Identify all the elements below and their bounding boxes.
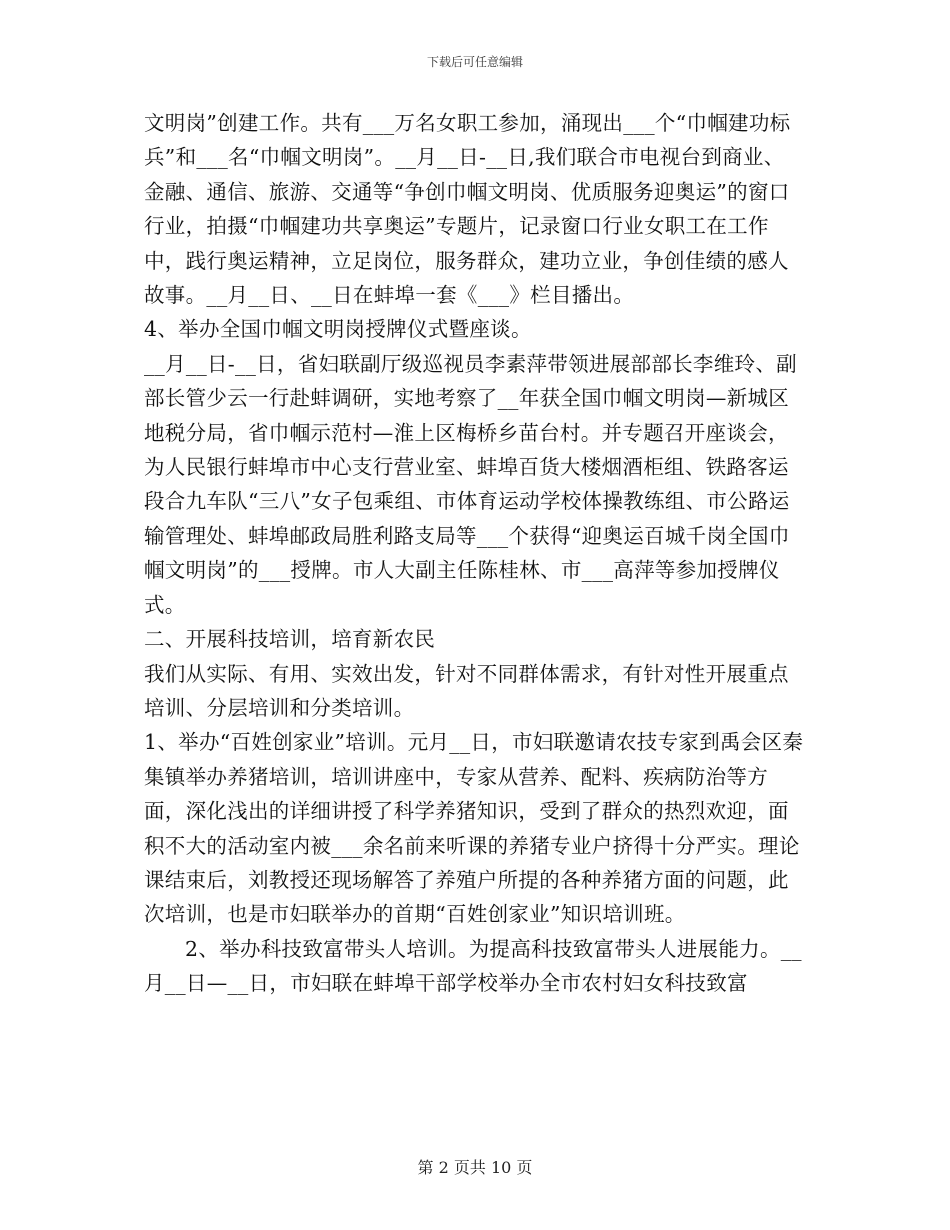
- page-footer: 第 2 页共 10 页: [417, 1158, 533, 1177]
- paragraph-training-item-2: 2、举办科技致富带头人培训。为提高科技致富带头人进展能力。__月__日—__日，市妇联在蚌埠干部学校举办全市农村妇女科技致富: [144, 936, 802, 996]
- section-2-heading: 二、开展科技培训，培育新农民: [144, 627, 436, 652]
- paragraph-awards-ceremony: __月__日-__日，省妇联副厅级巡视员李素萍带领进展部部长李维玲、副部长管少云一行赴蚌调研，实地考察了__年获全国巾帼文明岗—新城区地税分局，省巾帼示范村—淮上区梅桥乡苗台村。并专题召开座谈会，为人民银行蚌埠市中心支行营业室、蚌埠百货大楼烟酒柜组、铁路客运段合九车队“三八”女子包乘组、市体育运动学校体操教练组、市公路运输管理处、蚌埠邮政局胜利路支局等___个获得“迎奥运百城千岗全国巾帼文明岗”的___授牌。市人大副主任陈桂林、市___高萍等参加授牌仪式。: [144, 351, 797, 617]
- document-body: [144, 106, 804, 1001]
- paragraph-continuation: 文明岗”创建工作。共有___万名女职工参加，涌现出___个“巾帼建功标兵”和___名“巾帼文明岗”。__月__日-__日,我们联合市电视台到商业、金融、通信、旅游、交通等“争创巾帼文明岗、优质服务迎奥运”的窗口行业，拍摄“巾帼建功共享奥运”专题片，记录窗口行业女职工在工作中，践行奥运精神，立足岗位，服务群众，建功立业，争创佳绩的感人故事。__月__日、__日在蚌埠一套《___》栏目播出。: [144, 111, 791, 308]
- paragraph-training-item-1: 1、举办“百姓创家业”培训。元月__日，市妇联邀请农技专家到禹会区秦集镇举办养猪培训，培训讲座中，专家从营养、配料、疾病防治等方面，深化浅出的详细讲授了科学养猪知识，受到了群众的热烈欢迎，面积不大的活动室内被___余名前来听课的养猪专业户挤得十分严实。理论课结束后，刘教授还现场解答了养殖户所提的各种养猪方面的问题，此次培训，也是市妇联举办的首期“百姓创家业”知识培训班。: [144, 730, 804, 927]
- page-header: 下载后可任意编辑: [426, 55, 523, 69]
- section-item-4-heading: 4、举办全国巾帼文明岗授牌仪式暨座谈。: [144, 317, 532, 342]
- paragraph-training-intro: 我们从实际、有用、实效出发，针对不同群体需求，有针对性开展重点培训、分层培训和分类培训。: [144, 661, 789, 720]
